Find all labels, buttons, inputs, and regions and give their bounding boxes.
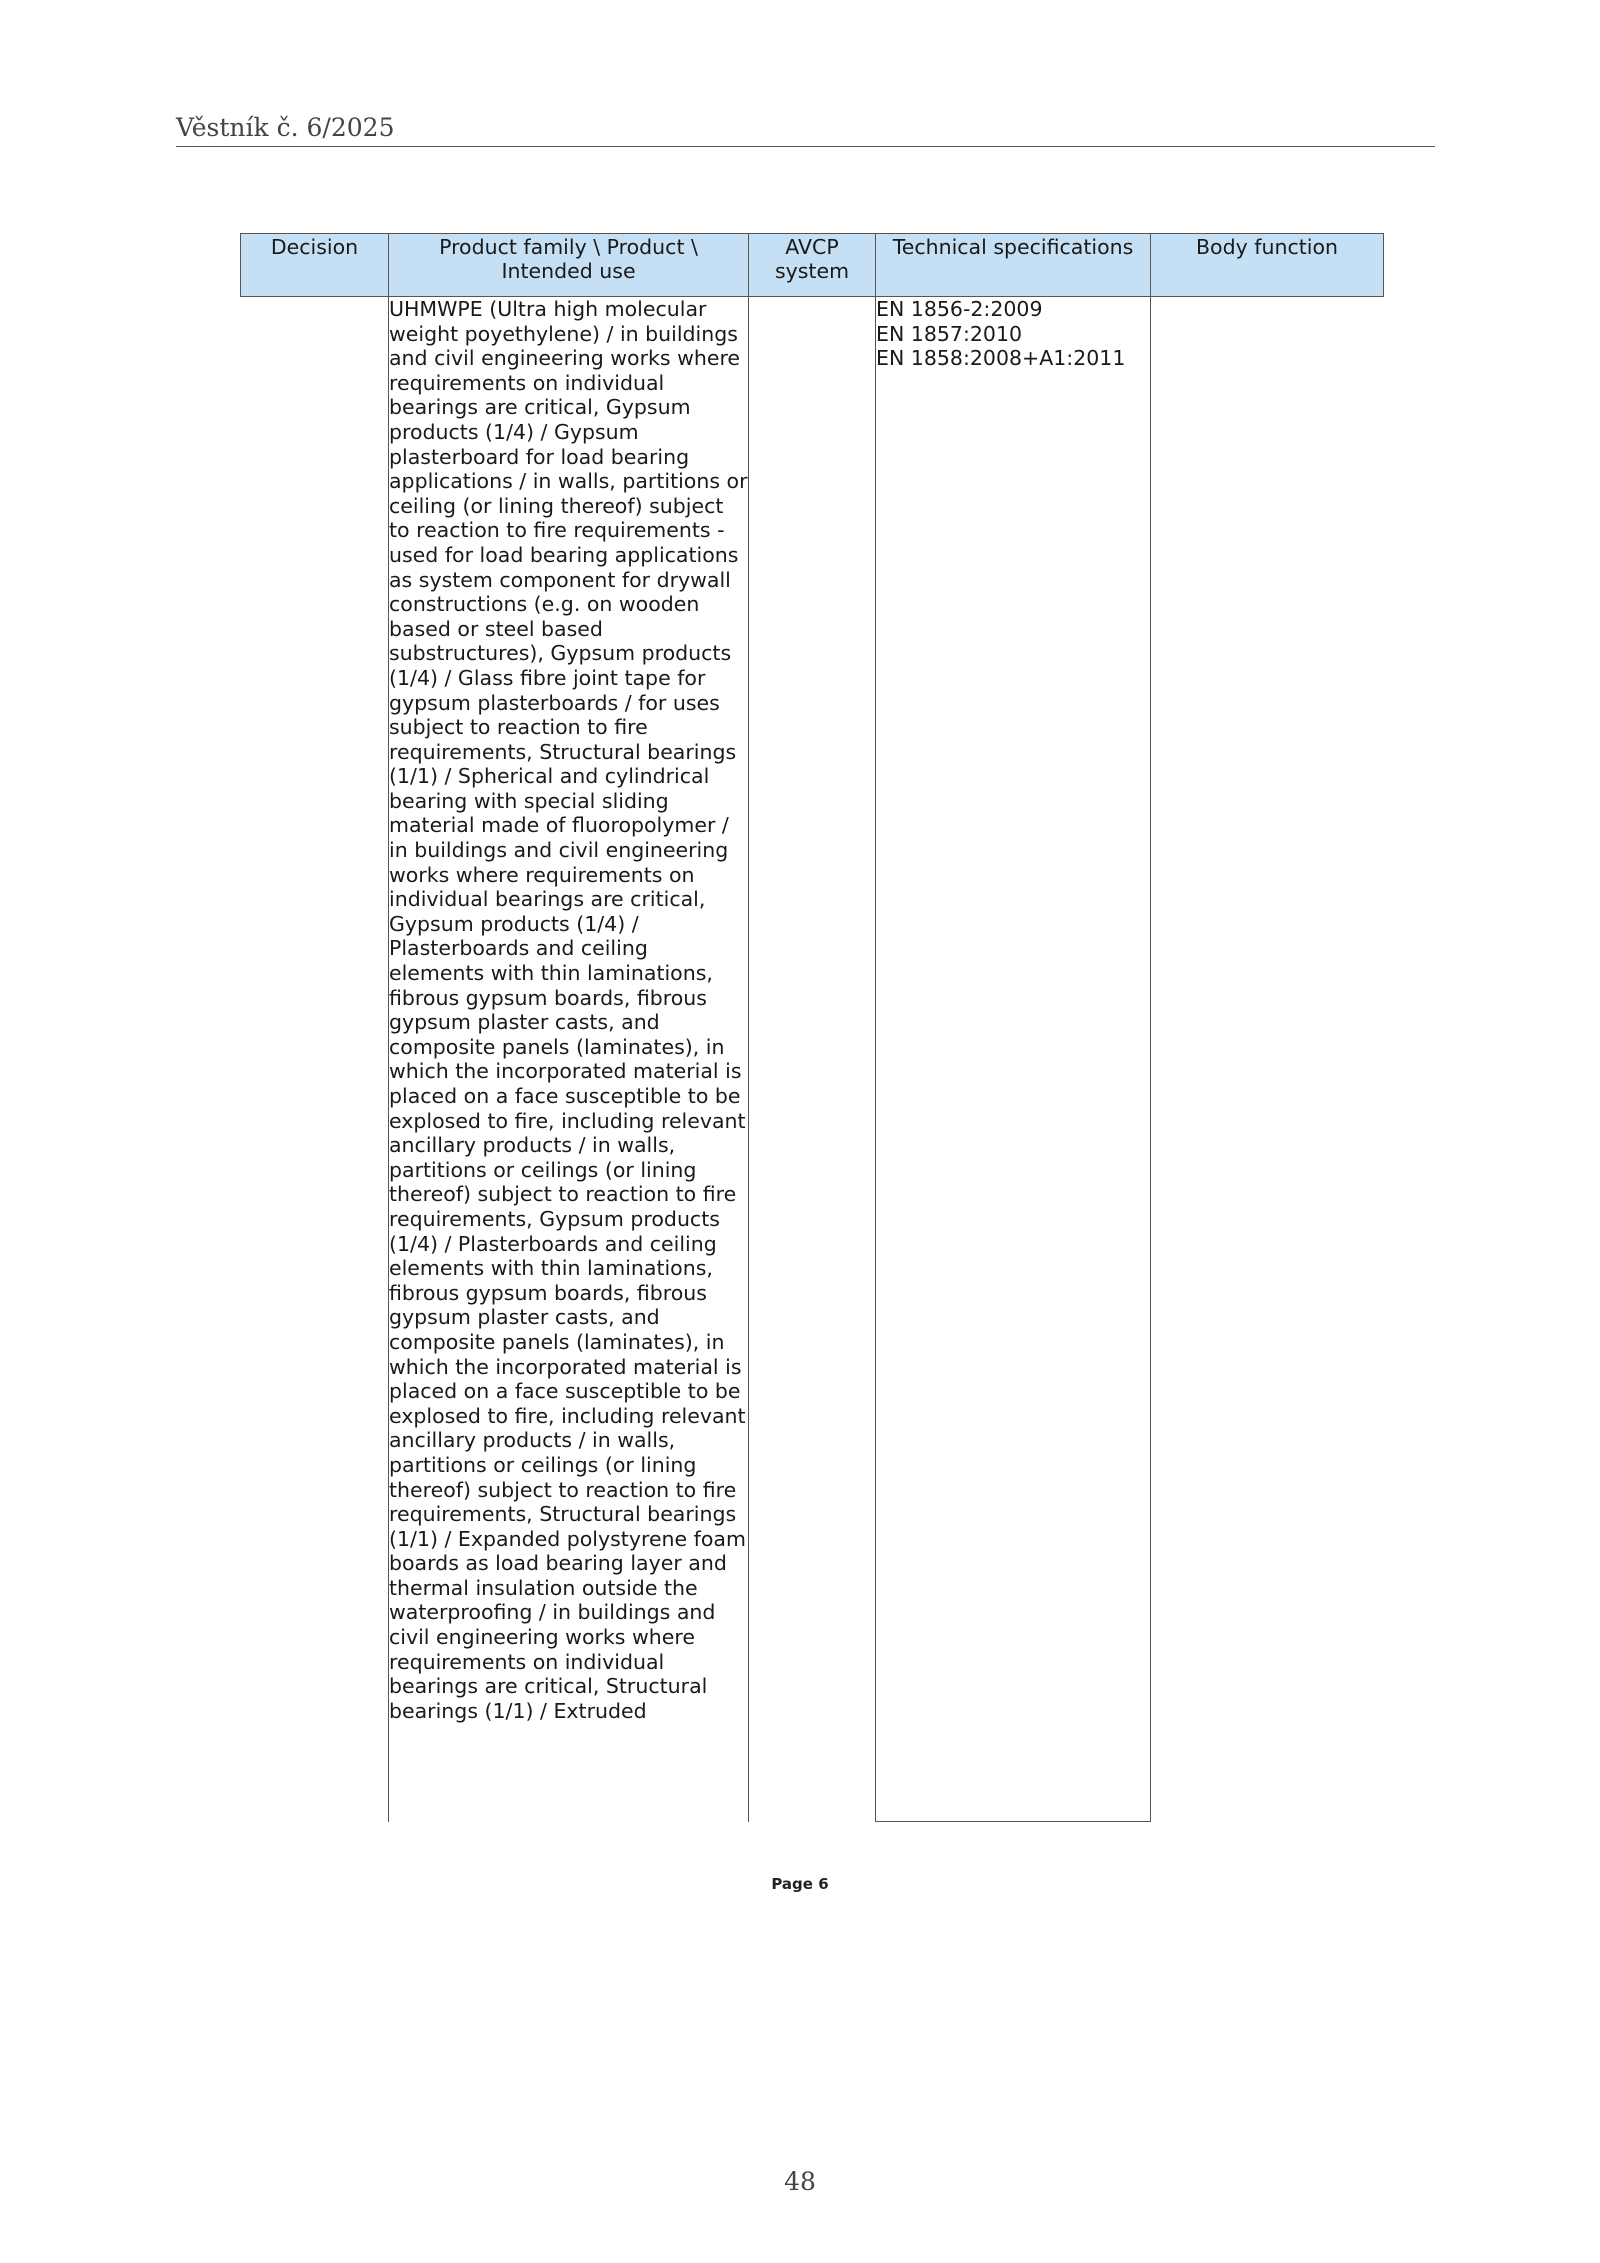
- column-header-avcp-system: AVCP system: [749, 234, 876, 297]
- journal-header: Věstník č. 6/2025: [176, 113, 395, 142]
- column-header-decision: Decision: [241, 234, 389, 297]
- column-header-body-function: Body function: [1151, 234, 1384, 297]
- page-label: Page 6: [771, 1875, 829, 1893]
- cell-avcp-system: [749, 297, 876, 1822]
- table-header-row: [241, 234, 1384, 297]
- table-row: [241, 297, 1384, 1822]
- header-rule: [176, 146, 1435, 147]
- technical-specification-item: EN 1858:2008+A1:2011: [876, 346, 1126, 371]
- specifications-table: [240, 233, 1384, 1822]
- page-number: 48: [784, 2167, 816, 2196]
- product-family-text: UHMWPE (Ultra high molecular weight poyethylene) / in buildings and civil engineering works where requirements on individual bearings are critical, Gypsum products (1/4) / Gypsum plasterboard for load bearing applications / in walls, partitions or ceiling (or lining thereof) subject to reaction to fire requirements - used for load bearing applications as system component for drywall constructions (e.g. on wooden based or steel based substructures), Gypsum products (1/4) / Glass fibre joint tape for gypsum plasterboards / for uses subject to reaction to fire requirements, Structural bearings (1/1) / Spherical and cylindrical bearing with special sliding material made of fluoropolymer / in buildings and civil engineering works where requirements on individual bearings are critical, Gypsum products (1/4) / Plasterboards and ceiling elements with thin laminations, fibrous gypsum boards, fibrous gypsum plaster casts, and composite panels (laminates), in which the incorporated material is placed on a face susceptible to be explosed to fire, including relevant ancillary products / in walls, partitions or ceilings (or lining thereof) subject to reaction to fire requirements, Gypsum products (1/4) / Plasterboards and ceiling elements with thin laminations, fibrous gypsum boards, fibrous gypsum plaster casts, and composite panels (laminates), in which the incorporated material is placed on a face susceptible to be explosed to fire, including relevant ancillary products / in walls, partitions or ceilings (or lining thereof) subject to reaction to fire requirements, Structural bearings (1/1) / Expanded polystyrene foam boards as load bearing layer and thermal insulation outside the waterproofing / in buildings and civil engineering works where requirements on individual bearings are critical, Structural bearings (1/1) / Extruded: [389, 297, 748, 1723]
- cell-body-function: [1151, 297, 1384, 1822]
- cell-technical-specifications: [876, 297, 1151, 1822]
- cell-decision: [241, 297, 389, 1822]
- specifications-table-container: [240, 233, 1383, 1822]
- column-header-product-family: Product family \ Product \ Intended use: [389, 234, 749, 297]
- column-header-technical-specifications: Technical specifications: [876, 234, 1151, 297]
- technical-specification-item: EN 1857:2010: [876, 321, 1023, 346]
- cell-product-family: [389, 297, 749, 1822]
- technical-specification-item: EN 1856-2:2009: [876, 297, 1043, 321]
